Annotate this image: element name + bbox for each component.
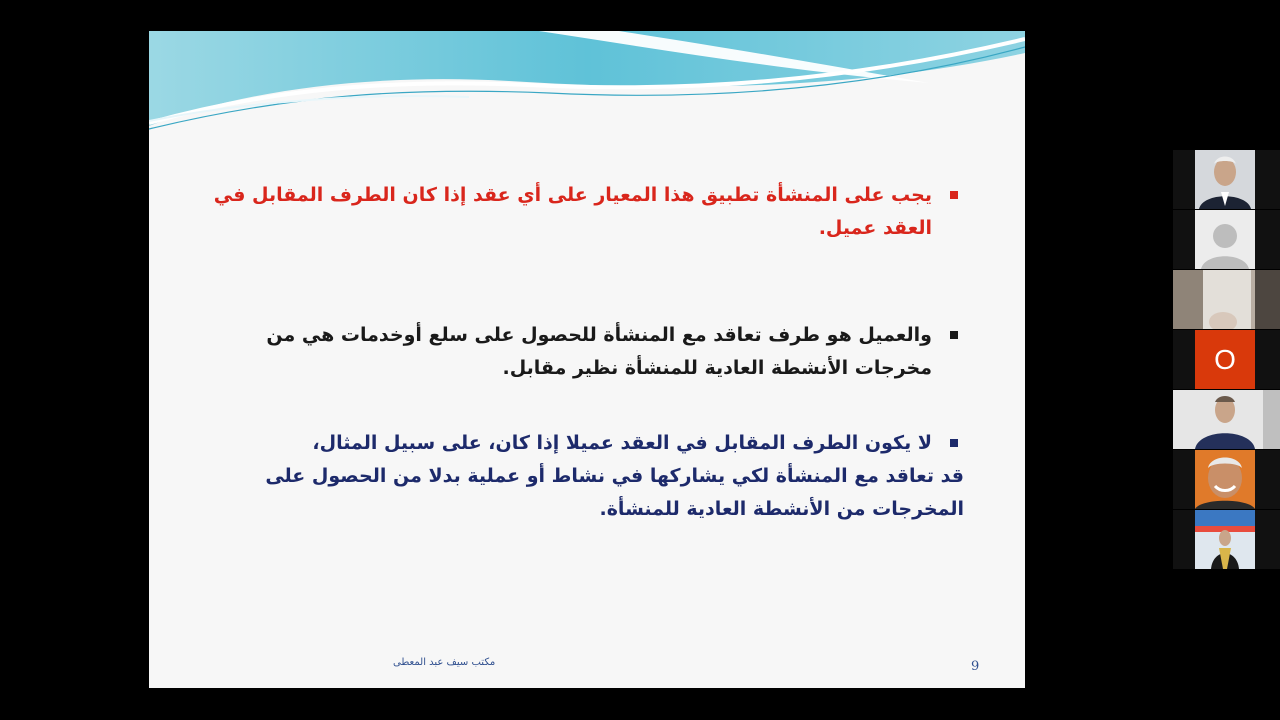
participant-tile[interactable] bbox=[1173, 270, 1280, 329]
person-icon bbox=[1173, 390, 1280, 449]
slide-bullet-3 bbox=[212, 427, 964, 520]
square-bullet-icon bbox=[950, 191, 958, 199]
bullet-2-text: والعميل هو طرف تعاقد مع المنشأة للحصول على سلع أوخدمات هي من مخرجات الأنشطة العادية للمنشأة نظير مقابل. bbox=[266, 324, 932, 379]
person-icon bbox=[1173, 270, 1280, 329]
slide-bullet-1 bbox=[212, 179, 932, 245]
participant-tile[interactable] bbox=[1173, 510, 1280, 569]
bullet-3-continuation: قد تعاقد مع المنشأة لكي يشاركها في نشاط أو عملية بدلا من الحصول على المخرجات من الأنشطة العادية للمنشأة. bbox=[265, 465, 964, 520]
bullet-3-text: لا يكون الطرف المقابل في العقد عميلا إذا كان، على سبيل المثال، bbox=[312, 432, 932, 454]
participant-video bbox=[1195, 450, 1255, 509]
participant-video bbox=[1195, 150, 1255, 209]
participant-video bbox=[1173, 270, 1280, 329]
participant-tile[interactable] bbox=[1173, 150, 1280, 209]
wave-header-decoration bbox=[149, 31, 1025, 141]
slide-bullet-2 bbox=[212, 319, 932, 385]
person-icon bbox=[1195, 150, 1255, 209]
participant-video bbox=[1195, 510, 1255, 569]
presentation-slide bbox=[149, 31, 1025, 688]
slide-footer: مكتب سيف عبد المعطى bbox=[393, 657, 496, 668]
participant-tile[interactable] bbox=[1173, 450, 1280, 509]
square-bullet-icon bbox=[950, 331, 958, 339]
participant-video bbox=[1173, 390, 1280, 449]
participant-placeholder bbox=[1195, 210, 1255, 269]
user-silhouette-icon bbox=[1195, 210, 1255, 269]
person-icon bbox=[1195, 450, 1255, 509]
participant-tile[interactable] bbox=[1173, 210, 1280, 269]
slide-page-number: 9 bbox=[971, 659, 980, 674]
participant-tile[interactable] bbox=[1173, 390, 1280, 449]
square-bullet-icon bbox=[950, 439, 958, 447]
participant-initial: O bbox=[1195, 330, 1255, 389]
bullet-1-text: يجب على المنشأة تطبيق هذا المعيار على أي عقد إذا كان الطرف المقابل في العقد عميل. bbox=[213, 184, 932, 239]
person-icon bbox=[1195, 510, 1255, 569]
participant-avatar bbox=[1195, 330, 1255, 389]
participant-tile[interactable] bbox=[1173, 330, 1280, 389]
